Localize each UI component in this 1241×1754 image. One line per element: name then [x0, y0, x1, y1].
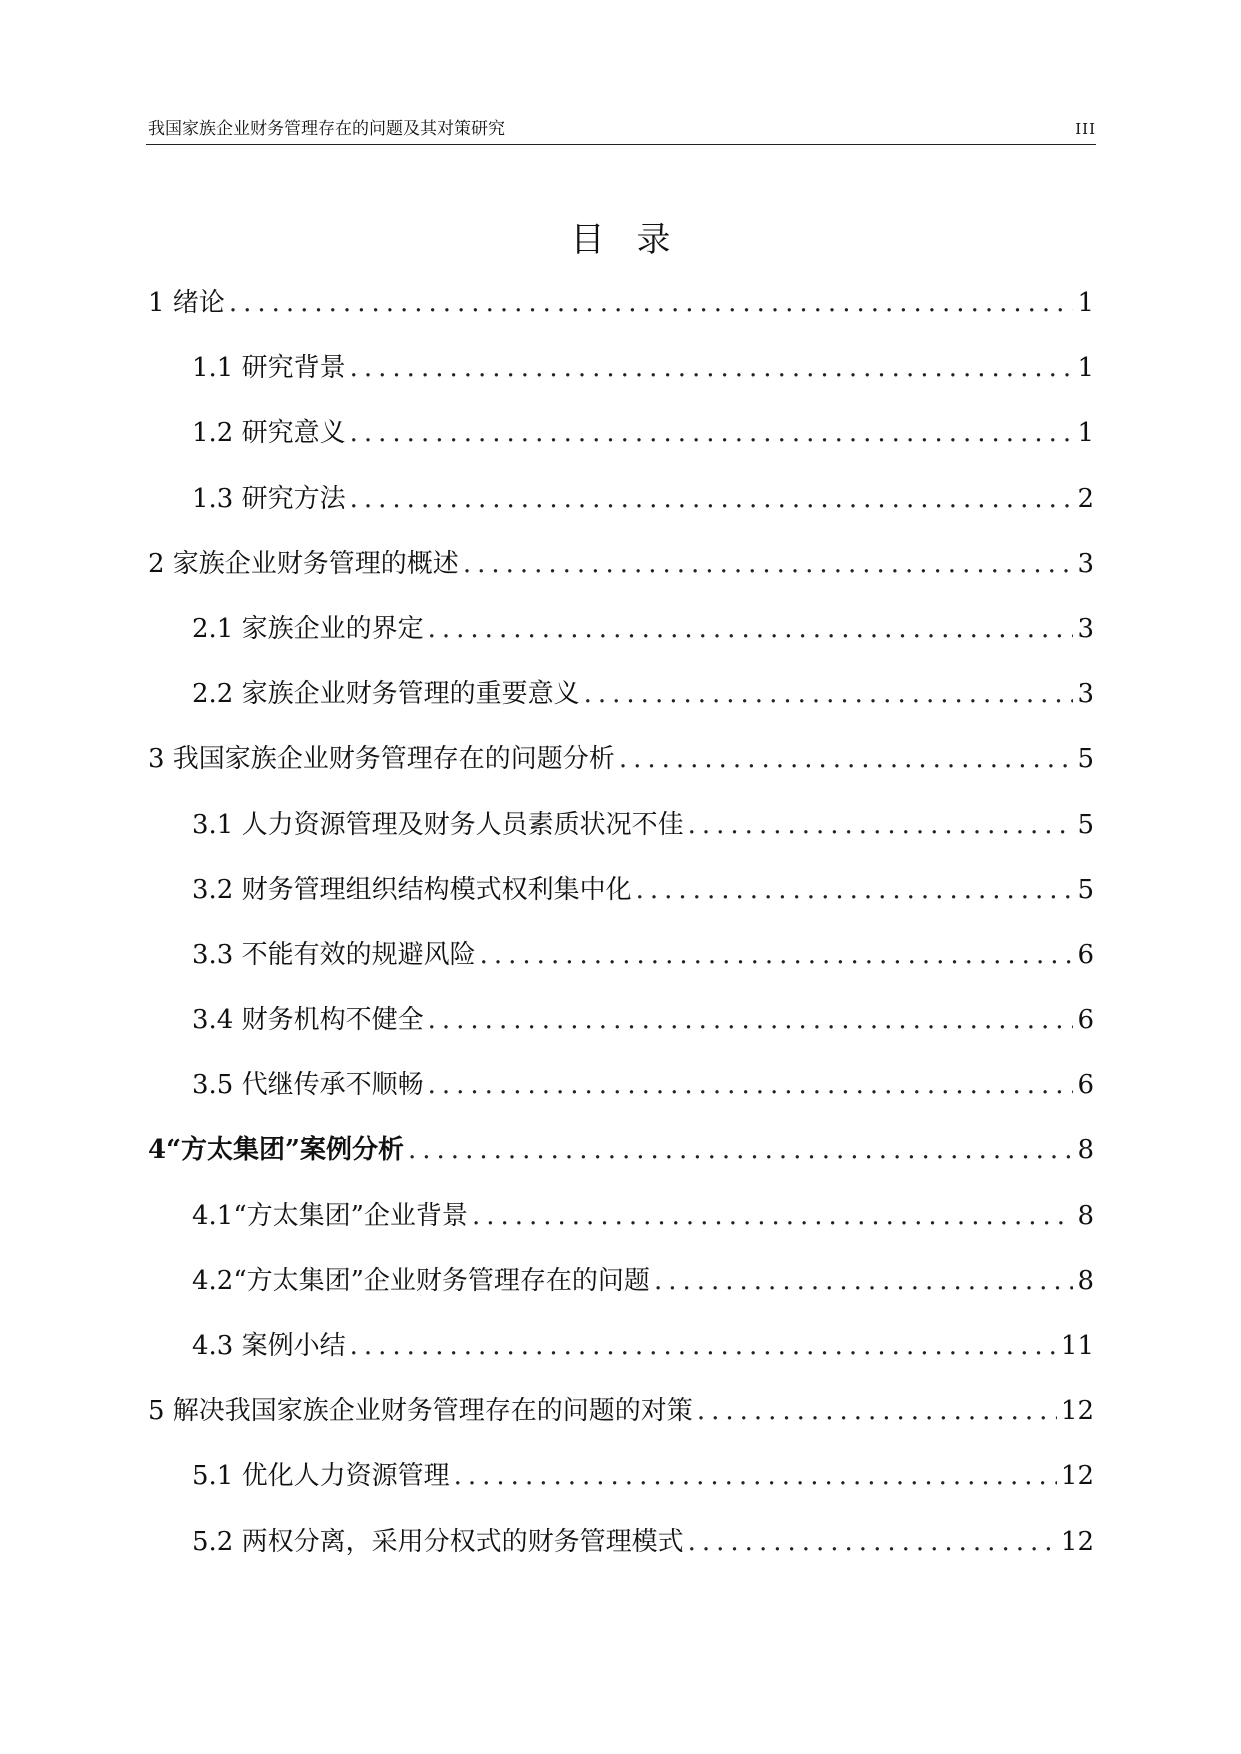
toc-entry-text: 1 绪论 — [148, 288, 225, 318]
toc-dot-leader — [636, 872, 1074, 908]
toc-entry-text: 2.1 家族企业的界定 — [192, 613, 424, 644]
toc-dot-leader — [350, 1328, 1057, 1364]
toc-entry-page: 8 — [1077, 1135, 1094, 1166]
toc-entry[interactable] — [148, 676, 1094, 741]
toc-dot-leader — [229, 285, 1074, 321]
toc-dot-leader — [350, 350, 1074, 386]
toc-entry-page: 8 — [1077, 1265, 1094, 1296]
toc-dot-leader — [654, 1263, 1074, 1299]
toc-entry[interactable] — [148, 285, 1094, 350]
toc-entry[interactable] — [148, 1002, 1094, 1067]
toc-entry-text: 2.2 家族企业财务管理的重要意义 — [192, 679, 580, 710]
toc-entry[interactable] — [148, 1198, 1094, 1263]
toc-entry-page: 1 — [1077, 418, 1094, 449]
toc-entry-page: 12 — [1060, 1461, 1094, 1492]
running-title: 我国家族企业财务管理存在的问题及其对策研究 — [148, 119, 505, 139]
toc-entry[interactable] — [148, 1263, 1094, 1328]
toc-title: 目录 — [570, 220, 703, 260]
toc-entry-text: 4.1“方太集团”企业背景 — [192, 1200, 468, 1231]
toc-entry[interactable] — [148, 350, 1094, 415]
toc-entry-text: 4.3 案例小结 — [192, 1331, 346, 1361]
toc-list — [148, 285, 1094, 1589]
toc-entry-page: 5 — [1077, 744, 1094, 775]
toc-entry-text: 4“方太集团”案例分析 — [148, 1135, 405, 1166]
toc-entry[interactable] — [148, 415, 1094, 480]
toc-dot-leader — [472, 1198, 1074, 1234]
toc-entry-text: 5.1 优化人力资源管理 — [192, 1461, 450, 1492]
toc-dot-leader — [428, 1002, 1074, 1038]
toc-entry-page: 5 — [1077, 874, 1094, 905]
toc-dot-leader — [688, 1524, 1057, 1560]
toc-entry-page: 6 — [1077, 1005, 1094, 1036]
toc-entry[interactable] — [148, 937, 1094, 1002]
toc-dot-leader — [428, 611, 1074, 647]
toc-entry[interactable] — [148, 872, 1094, 937]
toc-entry-text: 1.3 研究方法 — [192, 483, 346, 514]
toc-entry-page: 3 — [1077, 548, 1094, 579]
toc-dot-leader — [408, 1132, 1073, 1168]
toc-entry-page: 6 — [1077, 1070, 1094, 1101]
toc-entry-text: 5.2 两权分离，采用分权式的财务管理模式 — [192, 1526, 684, 1557]
toc-dot-leader — [350, 415, 1074, 451]
toc-entry-text: 3.2 财务管理组织结构模式权利集中化 — [192, 874, 632, 905]
toc-entry-text: 3 我国家族企业财务管理存在的问题分析 — [148, 744, 615, 775]
toc-entry-page: 5 — [1077, 809, 1094, 840]
toc-entry-page: 8 — [1077, 1200, 1094, 1231]
toc-entry-page: 11 — [1060, 1331, 1094, 1361]
toc-entry[interactable] — [148, 807, 1094, 872]
toc-entry-text: 5 解决我国家族企业财务管理存在的问题的对策 — [148, 1396, 693, 1427]
toc-entry-page: 3 — [1077, 613, 1094, 644]
toc-entry-page: 12 — [1060, 1526, 1094, 1557]
toc-entry-text: 3.1 人力资源管理及财务人员素质状况不佳 — [192, 809, 684, 840]
toc-dot-leader — [697, 1393, 1057, 1429]
toc-entry-text: 3.4 财务机构不健全 — [192, 1005, 424, 1036]
toc-entry-text: 1.2 研究意义 — [192, 418, 346, 449]
toc-dot-leader — [480, 937, 1074, 973]
page-number: III — [1075, 120, 1096, 138]
toc-dot-leader — [463, 546, 1074, 582]
toc-dot-leader — [619, 741, 1074, 777]
toc-entry-page: 12 — [1060, 1396, 1094, 1427]
toc-entry-page: 1 — [1077, 353, 1094, 384]
toc-entry[interactable] — [148, 741, 1094, 806]
toc-entry-text: 3.3 不能有效的规避风险 — [192, 939, 476, 970]
toc-entry-text: 4.2“方太集团”企业财务管理存在的问题 — [192, 1265, 650, 1296]
toc-entry[interactable] — [148, 546, 1094, 611]
toc-entry-text: 3.5 代继传承不顺畅 — [192, 1070, 424, 1101]
toc-dot-leader — [688, 807, 1074, 843]
toc-entry[interactable] — [148, 1132, 1094, 1197]
toc-entry[interactable] — [148, 1458, 1094, 1523]
toc-dot-leader — [584, 676, 1074, 712]
toc-dot-leader — [428, 1067, 1074, 1103]
toc-entry[interactable] — [148, 1524, 1094, 1589]
toc-entry-page: 6 — [1077, 939, 1094, 970]
toc-entry[interactable] — [148, 1393, 1094, 1458]
toc-entry-text: 1.1 研究背景 — [192, 353, 346, 384]
toc-dot-leader — [454, 1458, 1057, 1494]
toc-entry[interactable] — [148, 1067, 1094, 1132]
toc-entry-page: 3 — [1077, 679, 1094, 710]
toc-entry[interactable] — [148, 611, 1094, 676]
running-header — [146, 116, 1096, 145]
toc-entry-page: 1 — [1077, 288, 1094, 318]
toc-entry-text: 2 家族企业财务管理的概述 — [148, 548, 459, 579]
toc-dot-leader — [350, 481, 1074, 517]
toc-entry[interactable] — [148, 1328, 1094, 1393]
toc-entry[interactable] — [148, 481, 1094, 546]
toc-entry-page: 2 — [1077, 483, 1094, 514]
